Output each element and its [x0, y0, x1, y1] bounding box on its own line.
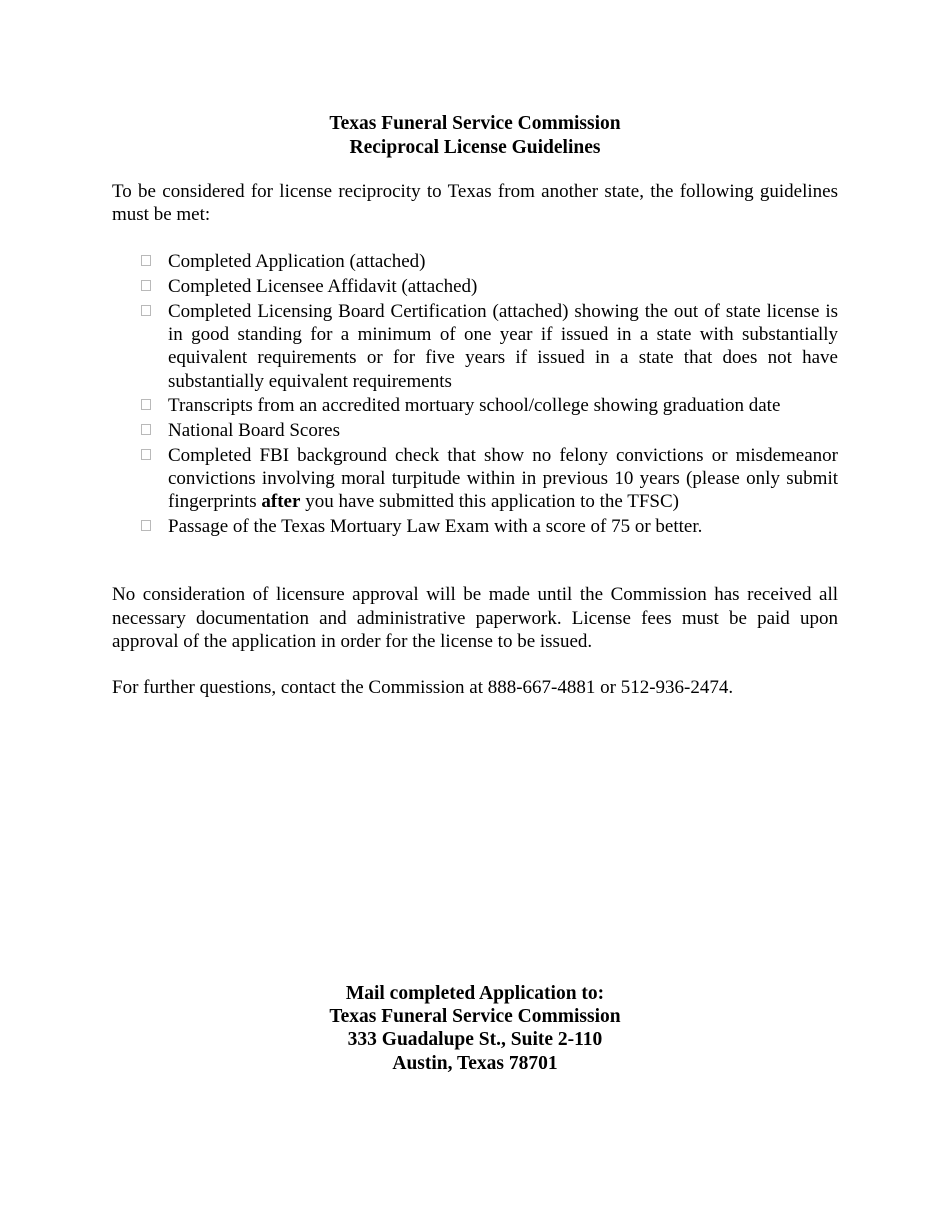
- document-page: [112, 112, 838, 699]
- title-subject: Reciprocal License Guidelines: [349, 137, 601, 158]
- checklist-item-text-start: Completed FBI background check that show no felony convictions or misdemeanor convictions involving moral turpitude within in previous 10 years (please only submit fingerprints: [168, 445, 838, 513]
- intro-paragraph: To be considered for license reciprocity to Texas from another state, the following guidelines must be met:: [112, 181, 838, 226]
- contact-paragraph: For further questions, contact the Commission at 888-667-4881 or 512-936-2474.: [112, 677, 734, 699]
- requirements-checklist: [112, 250, 838, 538]
- checkbox[interactable]: [141, 449, 151, 460]
- checklist-item: [168, 444, 838, 514]
- notice-paragraph: No consideration of licensure approval will be made until the Commission has received all necessary documentation and administrative paperwork. License fees must be paid upon approval of the application in order for the license to be issued.: [112, 584, 838, 652]
- checkbox[interactable]: [141, 520, 151, 531]
- checklist-item: [168, 419, 838, 442]
- checkbox[interactable]: [141, 399, 151, 410]
- checklist-item-text: Completed Licensee Affidavit (attached): [168, 276, 478, 298]
- checklist-item-text-end: you have submitted this application to the TFSC): [300, 491, 679, 513]
- mailing-city: Austin, Texas 78701: [392, 1052, 558, 1074]
- checklist-item: [168, 394, 838, 417]
- checkbox[interactable]: [141, 280, 151, 291]
- checklist-item-text: Completed Licensing Board Certification (attached) showing the out of state license is in good standing for a minimum of one year if issued in a state with substantially equivalent requirements or for five years if issued in a state that does not have substantially equivalent requirements: [168, 301, 838, 392]
- checklist-item-text: Passage of the Texas Mortuary Law Exam with a score of 75 or better.: [168, 516, 703, 538]
- checklist-item: [168, 300, 838, 393]
- title-organization: Texas Funeral Service Commission: [329, 113, 621, 134]
- checklist-item: [168, 515, 838, 538]
- checkbox[interactable]: [141, 255, 151, 266]
- checklist-item: [168, 250, 838, 273]
- checkbox[interactable]: [141, 305, 151, 316]
- checklist-item: [168, 275, 838, 298]
- checklist-item-text: Transcripts from an accredited mortuary school/college showing graduation date: [168, 395, 781, 417]
- mailing-organization: Texas Funeral Service Commission: [329, 1006, 621, 1028]
- mailing-heading: Mail completed Application to:: [345, 983, 605, 1004]
- document-title: [112, 112, 838, 160]
- mailing-address: [0, 982, 950, 1075]
- mailing-street: 333 Guadalupe St., Suite 2-110: [347, 1029, 603, 1051]
- checklist-item-text: Completed Application (attached): [168, 251, 426, 273]
- checkbox[interactable]: [141, 424, 151, 435]
- checklist-item-text: National Board Scores: [168, 420, 341, 442]
- checklist-item-emphasis: after: [261, 491, 301, 513]
